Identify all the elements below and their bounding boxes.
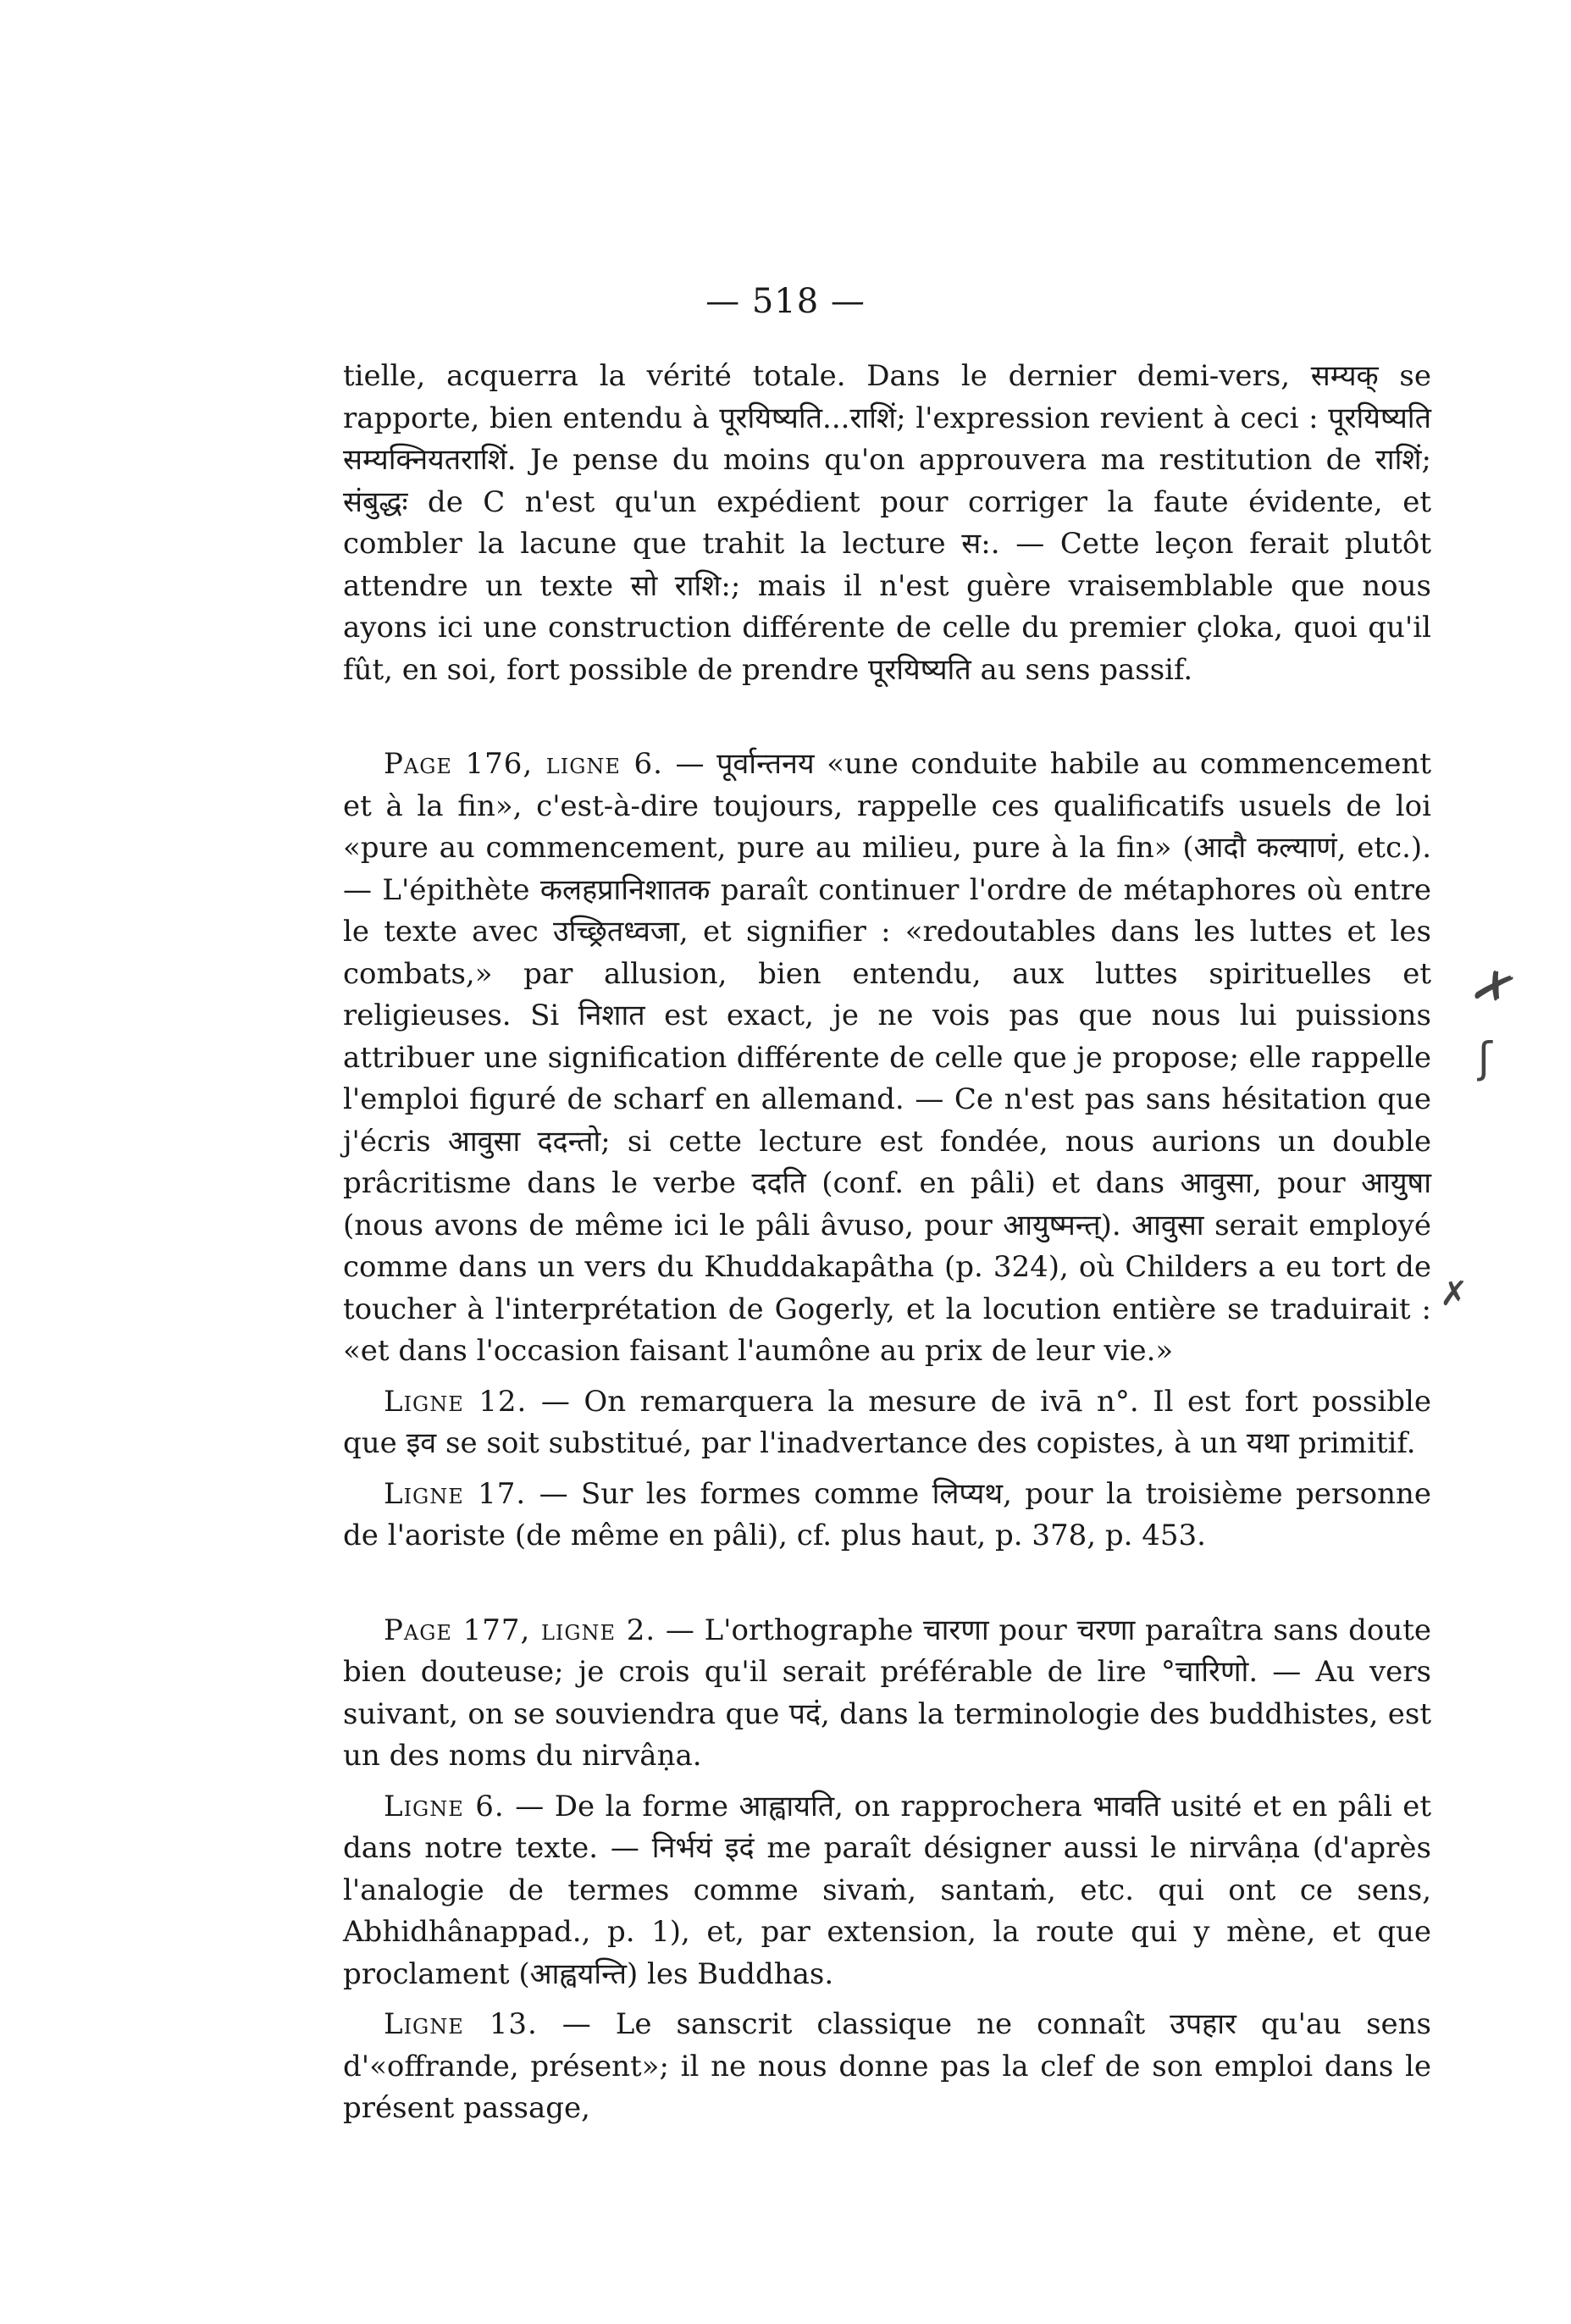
margin-cross-mark: ✗	[1463, 955, 1524, 1022]
margin-cross-mark: ✗	[1440, 1275, 1469, 1314]
paragraph-line-17	[343, 1474, 1431, 1558]
entry-label: Ligne 6.	[384, 1789, 505, 1823]
paragraph-text: tielle, acquerra la vérité totale. Dans le dernier demi-vers, सम्यक् se rapporte, bien entendu à पूरयिष्यति...राशिं; l'expression revient à ceci : पूरयिष्यति सम्यक्नियतराशिं. Je pense du moins qu'on approuvera ma restitution de राशिं; संबुद्धः de C n'est qu'un expédient pour corriger la faute évidente, et combler la lacune que trahit la lecture स:. — Cette leçon ferait plutôt attendre un texte सो राशि:; mais il n'est guère vraisemblable que nous ayons ici une construction différente de celle du premier çloka, quoi qu'il fût, en soi, fort possible de prendre पूरयिष्यति au sens passif.	[343, 359, 1431, 687]
entry-label: Page 176, ligne 6.	[384, 747, 663, 781]
paragraph-text: — Sur les formes comme लिप्यथ, pour la troisième personne de l'aoriste (de même en pâli), cf. plus haut, p. 378, p. 453.	[343, 1476, 1431, 1552]
paragraph-line-13	[343, 2004, 1431, 2130]
paragraph-continuation	[343, 356, 1431, 691]
paragraph-text: — L'orthographe चारणा pour चरणा paraîtra sans doute bien douteuse; je crois qu'il serait préférable de lire °चारिणो. — Au vers suivant, on se souviendra que पदं, dans la terminologie des buddhistes, est un des noms du nirvâṇa.	[343, 1613, 1431, 1773]
page-body	[343, 356, 1431, 2130]
paragraph-page-177-line-2	[343, 1610, 1431, 1778]
margin-curve-mark: ʃ	[1478, 1033, 1492, 1082]
paragraph-line-12	[343, 1381, 1431, 1465]
paragraph-text: — On remarquera la mesure de ivā n°. Il est fort possible que इव se soit substitué, par l'inadvertance des copistes, à un यथा primitif.	[343, 1384, 1431, 1460]
paragraph-text: — Le sanscrit classique ne connaît उपहार qu'au sens d'«offrande, présent»; il ne nous donne pas la clef de son emploi dans le présent passage,	[343, 2007, 1431, 2125]
paragraph-page-176-line-6	[343, 744, 1431, 1373]
paragraph-text: — पूर्वान्तनय «une conduite habile au commencement et à la fin», c'est-à-dire toujours, rappelle ces qualificatifs usuels de loi «pure au commencement, pure au milieu, pure à la fin» (आदौ कल्याणं, etc.). — L'épithète कलहप्रानिशातक paraît continuer l'ordre de métaphores où entre le texte avec उच्छ्रितध्वजा, et signifier : «redoutables dans les luttes et les combats,» par allusion, bien entendu, aux luttes spirituelles et religieuses. Si निशात est exact, je ne vois pas que nous lui puissions attribuer une signification différente de celle que je propose; elle rappelle l'emploi figuré de scharf en allemand. — Ce n'est pas sans hésitation que j'écris आवुसा ददन्तो; si cette lecture est fondée, nous aurions un double prâcritisme dans le verbe ददति (conf. en pâli) et dans आवुसा, pour आयुषा (nous avons de même ici le pâli âvuso, pour आयुष्मन्त्). आवुसा serait employé comme dans un vers du Khuddakapâtha (p. 324), où Childers a eu tort de toucher à l'interprétation de Gogerly, et la locution entière se traduirait : «et dans l'occasion faisant l'aumône au prix de leur vie.»	[343, 747, 1431, 1368]
paragraph-line-6	[343, 1786, 1431, 1996]
entry-label: Ligne 17.	[384, 1476, 527, 1511]
paragraph-text: — De la forme आह्वायति, on rapprochera भावति usité et en pâli et dans notre texte. — निर्भयं इदं me paraît désigner aussi le nirvâṇa (d'après l'analogie de termes comme sivaṁ, santaṁ, etc. qui ont ce sens, Abhidhânappad., p. 1), et, par extension, la route qui y mène, et que proclament (आह्वयन्ति) les Buddhas.	[343, 1789, 1432, 1991]
entry-label: Ligne 13.	[384, 2007, 538, 2041]
entry-label: Ligne 12.	[384, 1384, 528, 1419]
entry-label: Page 177, ligne 2.	[384, 1613, 656, 1647]
page-number: — 518 —	[705, 282, 866, 321]
